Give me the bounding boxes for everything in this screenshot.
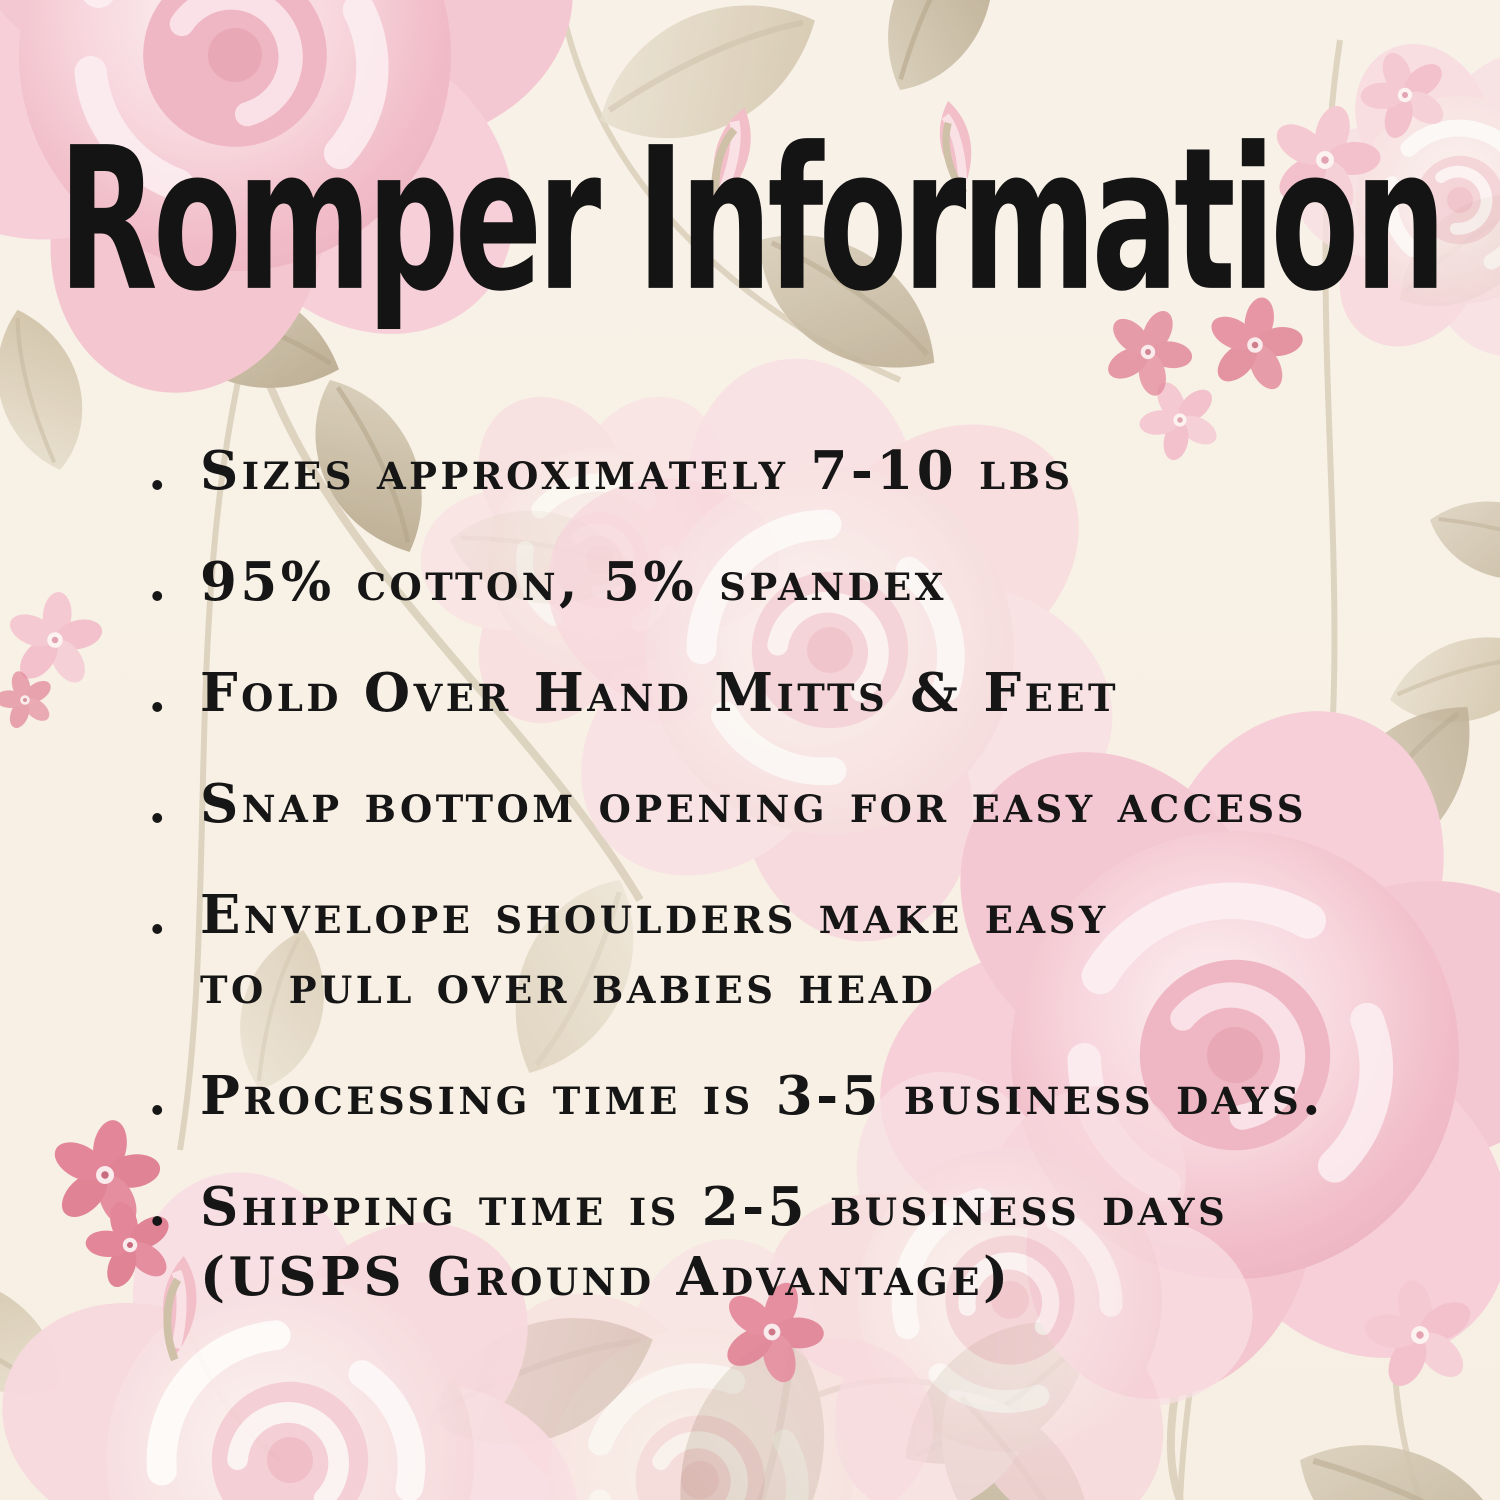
bullet-text [200, 658, 1119, 728]
bullet-marker: . [148, 773, 170, 835]
info-list-item [148, 436, 1480, 506]
bullet-marker: . [148, 551, 170, 613]
bullet-marker: . [148, 1176, 170, 1238]
bullet-line: Sizes approximately 7-10 lbs [200, 440, 1074, 502]
bullet-marker: . [148, 440, 170, 502]
page-title: Romper Information [58, 106, 1442, 336]
info-list-item [148, 547, 1480, 617]
info-list-item [148, 658, 1480, 728]
bullet-text [200, 1061, 1324, 1131]
bullet-text [200, 1172, 1228, 1312]
bullet-line: Fold Over Hand Mitts & Feet [200, 662, 1120, 724]
bullet-text [200, 436, 1074, 506]
bullet-marker: . [148, 884, 170, 946]
info-list-item [148, 1061, 1480, 1131]
bullet-marker: . [148, 1065, 170, 1127]
info-list-item [148, 769, 1480, 839]
bullet-line: (USPS Ground Advantage) [200, 1246, 1012, 1308]
bullet-line: Processing time is 3-5 business days. [200, 1065, 1325, 1127]
info-list-item [148, 1172, 1480, 1312]
bullet-line: 95% cotton, 5% spandex [200, 551, 948, 613]
bullet-text [200, 880, 1109, 1020]
bullet-text [200, 547, 947, 617]
bullet-line: Snap bottom opening for easy access [200, 773, 1308, 835]
bullet-line: to pull over babies head [200, 954, 937, 1016]
bullet-line: Shipping time is 2-5 business days [200, 1176, 1229, 1238]
info-list [148, 436, 1480, 1353]
info-list-item [148, 880, 1480, 1020]
bullet-marker: . [148, 662, 170, 724]
bullet-text [200, 769, 1307, 839]
bullet-line: Envelope shoulders make easy [200, 884, 1109, 946]
